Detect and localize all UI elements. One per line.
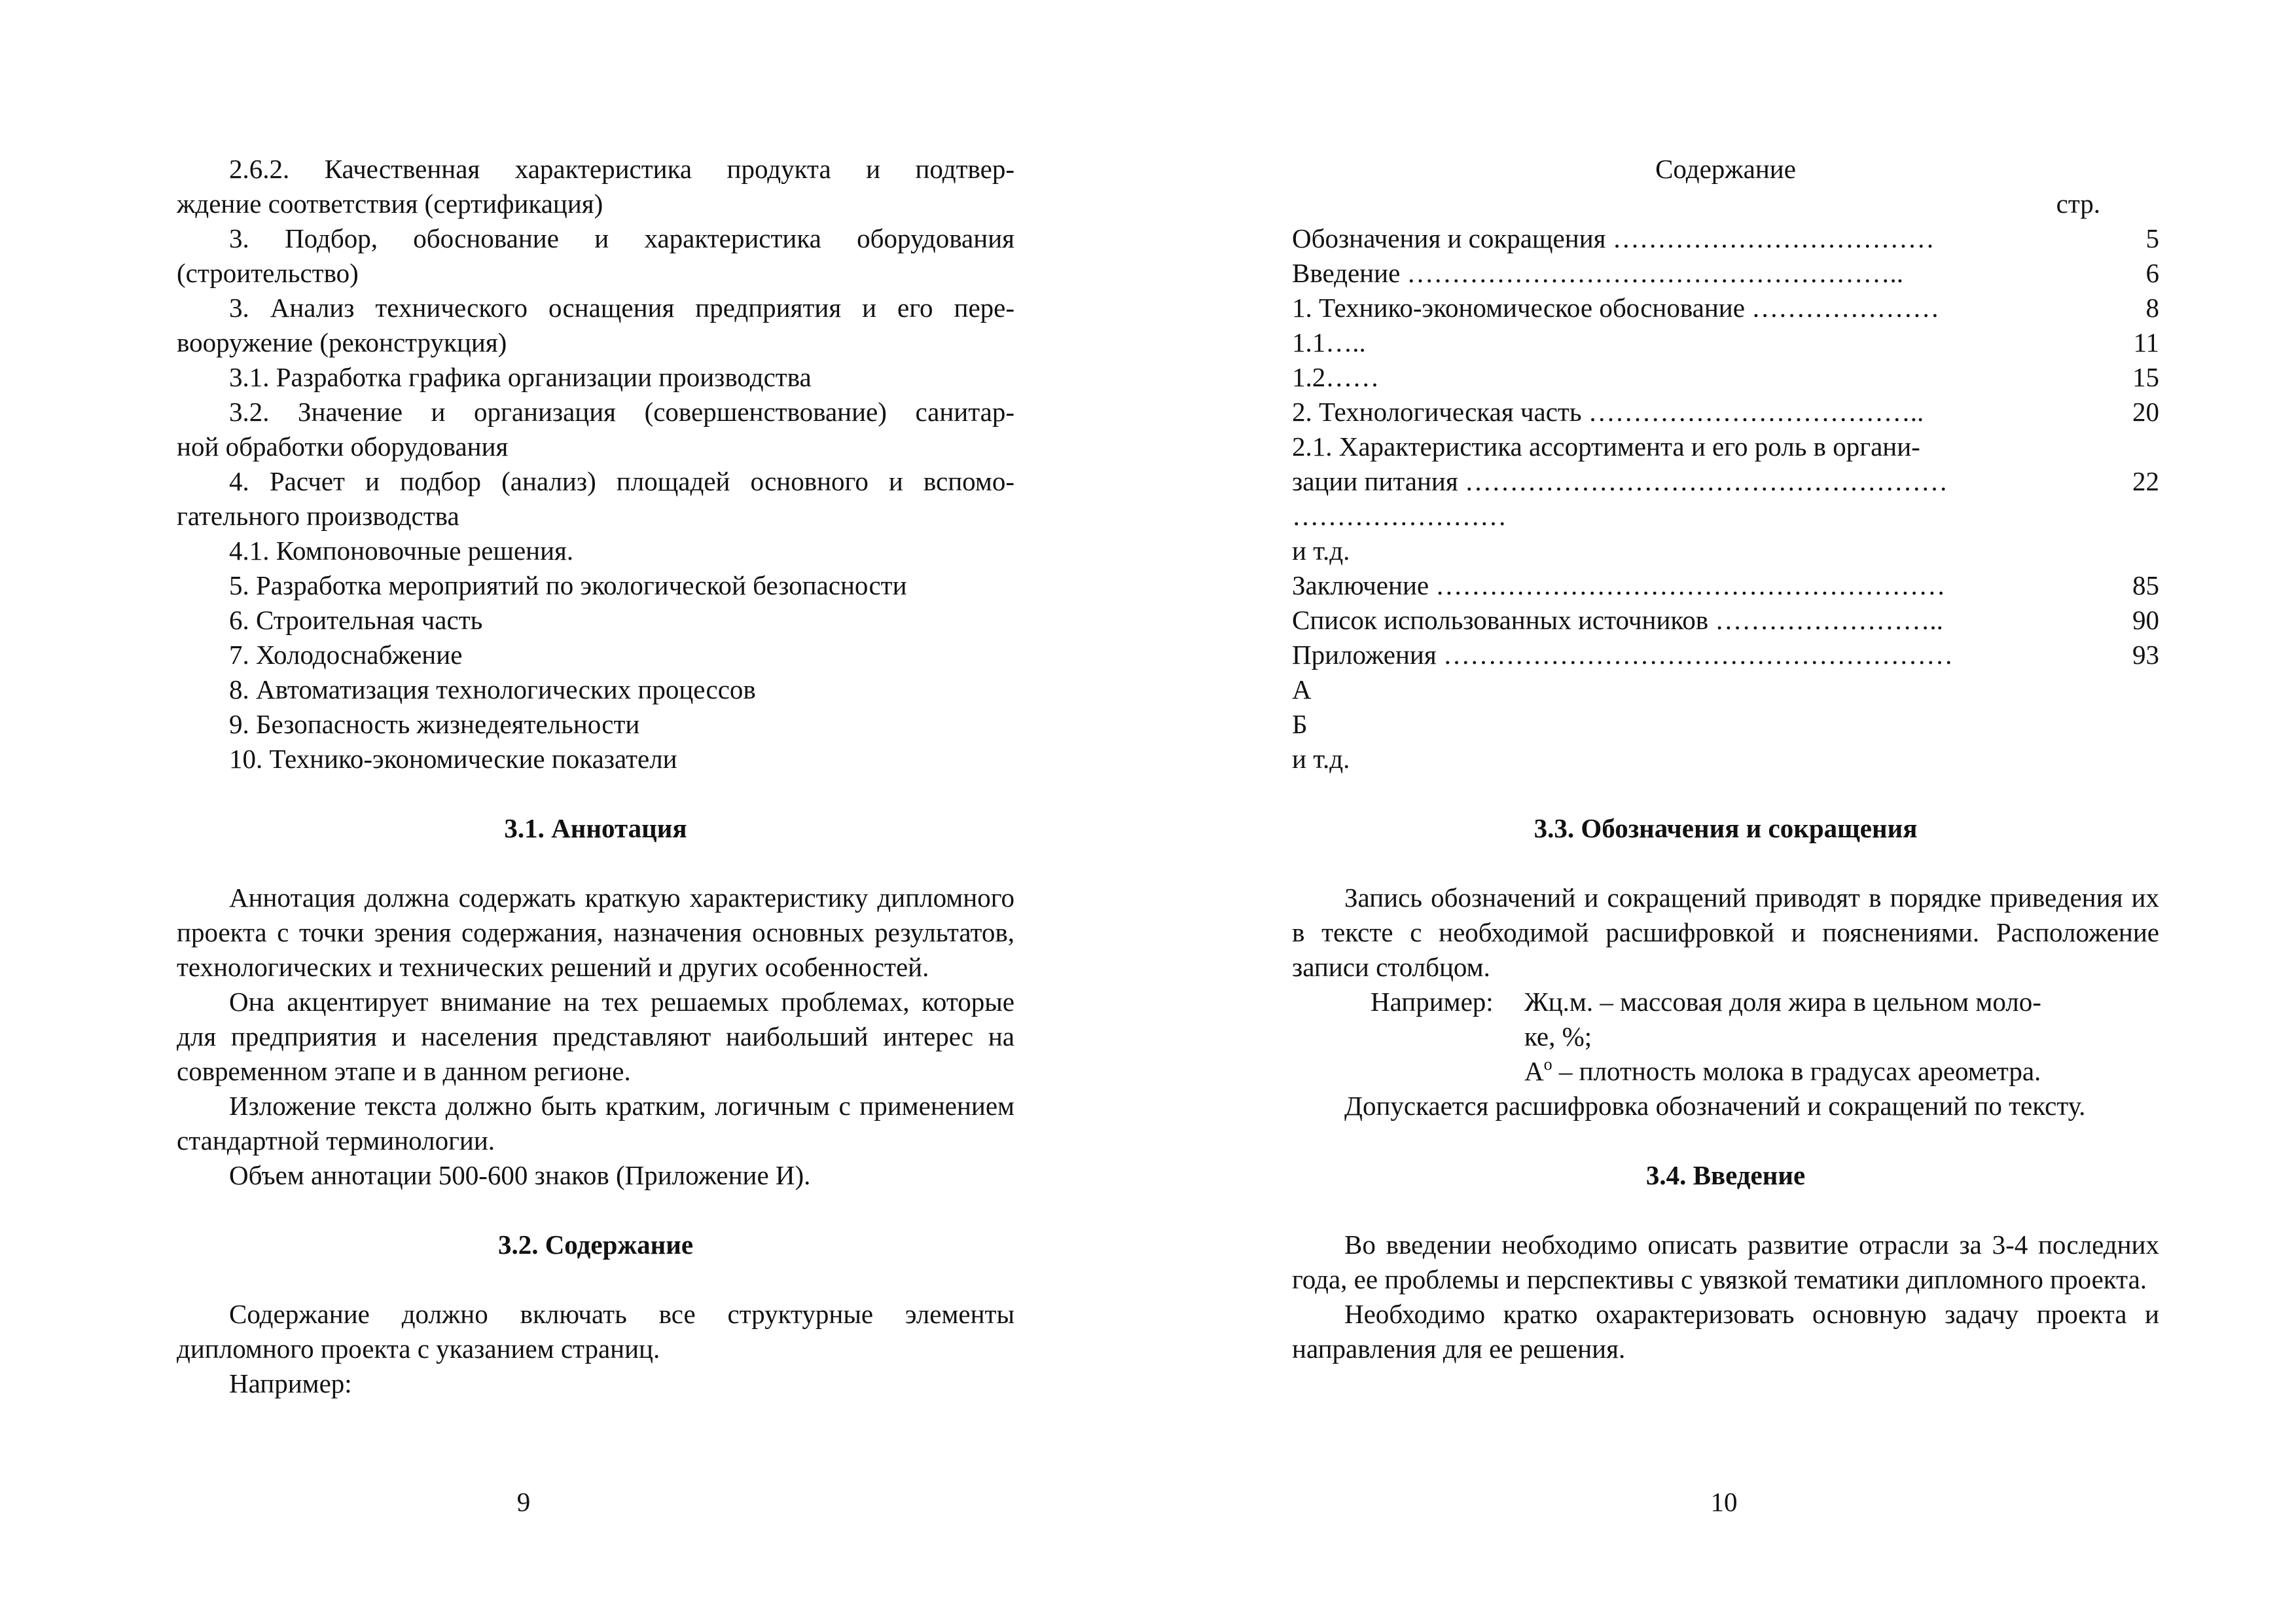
toc-entry-label: 2.1. Характеристика ассортимента и его роль в органи- [1292,431,1920,462]
toc-row [1292,534,2159,568]
toc-row [1292,464,2159,499]
toc-entry-page: 11 [2133,327,2159,357]
contents-body [177,1297,1014,1401]
toc-entry-label: и т.д. [1292,536,1350,566]
list-item: 8. Автоматизация технологических процессов [229,674,756,704]
toc-entry-label: Приложения ………………………………………………… [1292,640,1953,670]
toc-list [1292,221,2159,776]
list-item: 4.1. Компоновочные решения. [229,536,574,566]
toc-entry-page: 8 [2145,293,2159,323]
example-text-cont: ке, %; [1524,1021,1592,1051]
toc-entry-label: Б [1292,709,1308,739]
section-list [177,152,1014,776]
density-text: – плотность молока в градусах ареометра. [1552,1056,2041,1086]
abbreviations-body [1292,881,2159,1123]
toc-row [1292,360,2159,395]
toc-entry-label: 1.1….. [1292,327,1366,357]
toc-entry-page: 20 [2132,397,2159,427]
toc-row [1292,672,2159,707]
list-item: 10. Технико-экономические показатели [229,744,677,774]
toc-entry-label: Введение ……………………………………………….. [1292,258,1904,288]
example-label: Например: [1371,987,1494,1017]
paragraph: Изложение текста должно быть кратким, логичным с применением стандартной терминологии. [177,1091,1014,1156]
list-item: 3.1. Разработка графика организации производства [229,362,812,392]
list-item: 3.2. Значение и организация (совершенствование) санитар- [229,397,1014,427]
list-item: 3. Анализ технического оснащения предприятия и его пере- [229,293,1014,323]
introduction-heading: 3.4. Введение [1645,1160,1806,1190]
toc-row [1292,395,2159,429]
toc-row [1292,256,2159,291]
toc-entry-page: 15 [2132,362,2159,392]
toc-row [1292,429,2159,464]
page-number: 10 [1710,1487,1738,1517]
list-item-cont: ной обработки оборудования [177,431,509,462]
toc-title: Содержание [1655,154,1796,184]
right-page-content [1292,152,2159,1366]
toc-row [1292,638,2159,672]
right-page [1148,0,2296,1623]
toc-entry-label: 2. Технологическая часть ……………………………….. [1292,397,1924,427]
toc-row [1292,603,2159,638]
contents-heading: 3.2. Содержание [497,1230,694,1260]
toc-entry-page: 90 [2132,605,2159,635]
toc-entry-label: Обозначения и сокращения ……………………………… [1292,223,1935,253]
paragraph: Во введении необходимо описать развитие отрасли за 3-4 последних года, ее проблемы и перспективы с увязкой тематики дипломного проекта. [1292,1230,2159,1294]
toc-entry-page: 93 [2132,640,2159,670]
toc-row [1292,568,2159,603]
toc-entry-label: Список использованных источников …………………….. [1292,605,1943,635]
toc-entry-label: А [1292,674,1312,704]
example-text: Жц.м. – массовая доля жира в цельном моло- [1524,987,2041,1017]
paragraph: Допускается расшифровка обозначений и сокращений по тексту. [1344,1091,2086,1121]
annotation-heading: 3.1. Аннотация [504,813,687,843]
toc-row [1292,221,2159,256]
toc-entry-label: зации питания ……………………………………………… [1292,466,1948,496]
toc-entry-label: и т.д. [1292,744,1350,774]
toc-row [1292,325,2159,360]
list-item: 6. Строительная часть [229,605,483,635]
toc-row [1292,707,2159,742]
list-item: 2.6.2. Качественная характеристика продукта и подтвер- [229,154,1014,184]
toc-row [1292,742,2159,776]
toc-row [1292,291,2159,325]
introduction-body [1292,1228,2159,1366]
list-item-cont: (строительство) [177,258,359,288]
left-page-content [177,152,1014,1401]
toc-entry-page: 85 [2132,570,2159,600]
example-row [1292,985,2159,1019]
example-density [1292,1054,2159,1089]
list-item: 5. Разработка мероприятий по экологической безопасности [229,570,907,600]
list-item-cont: гательного производства [177,501,459,531]
density-symbol: А [1524,1056,1544,1086]
paragraph: Запись обозначений и сокращений приводят в порядке приведения их в тексте с необходимой расшифровкой и пояснениями. Расположение записи столбцом. [1292,883,2159,982]
toc-page-column-label: стр. [2056,189,2100,219]
paragraph: Необходимо кратко охарактеризовать основную задачу проекта и направления для ее решения. [1292,1299,2159,1364]
paragraph: Аннотация должна содержать краткую характеристику дипломного проекта с точки зрения содержания, назначения основных результатов, технологических и технических решений и других особенностей. [177,883,1014,982]
list-item-cont: ждение соответствия (сертификация) [177,189,603,219]
list-item: 4. Расчет и подбор (анализ) площадей основного и вспомо- [229,466,1014,496]
paragraph: Например: [229,1368,352,1398]
paragraph: Объем аннотации 500-600 знаков (Приложение И). [229,1160,811,1190]
density-sup: о [1543,1055,1552,1074]
list-item: 9. Безопасность жизнедеятельности [229,709,640,739]
toc-entry-page: 6 [2145,258,2159,288]
annotation-body [177,881,1014,1193]
toc-entry-page: 5 [2145,223,2159,253]
page-number: 9 [516,1487,531,1517]
abbreviations-heading: 3.3. Обозначения и сокращения [1534,813,1918,843]
paragraph: Она акцентирует внимание на тех решаемых проблемах, которые для предприятия и населения представляют наибольший интерес на современном этапе и в данном регионе. [177,987,1014,1086]
list-item-cont: вооружение (реконструкция) [177,327,507,357]
toc-row [1292,499,2159,534]
toc-entry-label: 1.2…… [1292,362,1380,392]
toc-entry-label: …………………… [1292,501,1507,531]
toc-entry-page: 22 [2132,466,2159,496]
toc-entry-label: 1. Технико-экономическое обоснование ………………… [1292,293,1940,323]
list-item: 7. Холодоснабжение [229,640,463,670]
paragraph: Содержание должно включать все структурные элементы дипломного проекта с указанием страниц. [177,1299,1014,1364]
toc-entry-label: Заключение ………………………………………………… [1292,570,1946,600]
list-item: 3. Подбор, обоснование и характеристика оборудования [229,223,1014,253]
